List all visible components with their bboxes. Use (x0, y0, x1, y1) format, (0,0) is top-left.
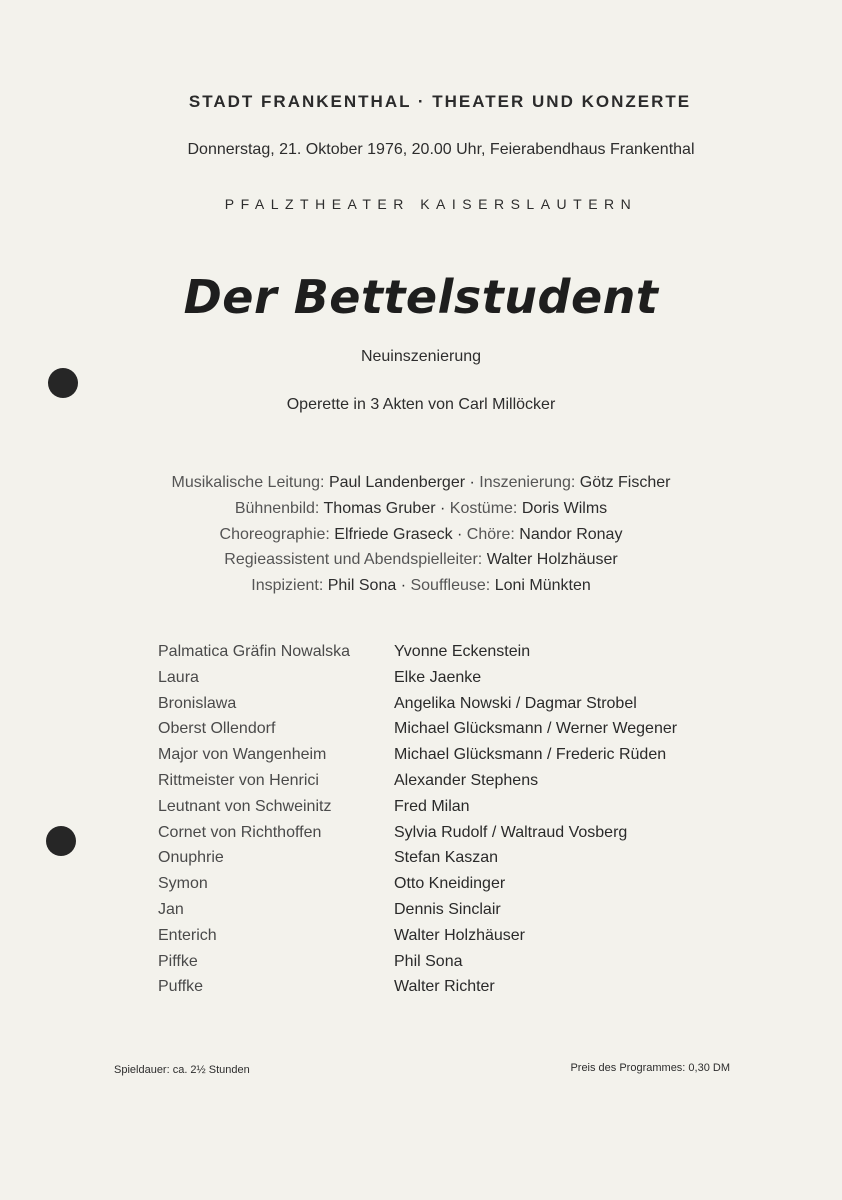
cast-role: Jan (158, 900, 184, 918)
cast-row (158, 695, 677, 721)
separator: · (396, 577, 411, 595)
cast-actor: Otto Kneidinger (394, 875, 506, 893)
cast-role: Major von Wangenheim (158, 746, 327, 764)
page-title: Der Bettelstudent (183, 270, 659, 324)
price-note: Preis des Programmes: 0,30 DM (570, 1062, 730, 1074)
operetta-line: Operette in 3 Akten von Carl Millöcker (286, 396, 556, 413)
cast-role: Onuphrie (158, 849, 224, 867)
credit-line (0, 470, 842, 496)
cast-role: Enterich (158, 926, 217, 944)
credit-label: Bühnenbild: (234, 499, 320, 517)
cast-row (158, 978, 677, 1004)
credit-line (0, 547, 842, 573)
cast-role: Oberst Ollendorf (158, 720, 276, 738)
separator: · (465, 474, 480, 491)
cast-role: Symon (158, 875, 208, 893)
cast-actor: Walter Richter (394, 978, 495, 996)
cast-actor: Sylvia Rudolf / Waltraud Vosberg (394, 823, 628, 841)
cast-row (158, 798, 677, 824)
separator: · (435, 499, 450, 517)
credit-label: Inspizient: (251, 577, 324, 595)
cast-role: Cornet von Richthoffen (158, 823, 322, 841)
credit-label: Chöre: (466, 525, 515, 543)
cast-row (158, 643, 677, 669)
date-line: Donnerstag, 21. Oktober 1976, 20.00 Uhr, Feierabendhaus Frankenthal (187, 141, 695, 158)
credit-label: Regieassistent und Abendspielleiter: (224, 551, 483, 569)
credit-label: Choreographie: (219, 525, 330, 543)
separator: · (452, 525, 467, 543)
cast-list (158, 643, 677, 1004)
cast-actor: Alexander Stephens (394, 771, 539, 789)
cast-actor: Dennis Sinclair (394, 900, 501, 918)
credit-label: Musikalische Leitung: (171, 474, 325, 491)
cast-actor: Stefan Kaszan (394, 849, 499, 867)
cast-row (158, 669, 677, 695)
credit-name: Götz Fischer (579, 474, 671, 491)
punch-hole (48, 368, 78, 398)
production-credits (0, 470, 842, 599)
cast-role: Bronislawa (158, 694, 237, 712)
credit-line (0, 496, 842, 522)
credit-name: Paul Landenberger (328, 474, 466, 491)
cast-row (158, 953, 677, 979)
credit-label: Inszenierung: (479, 474, 576, 491)
duration-note: Spieldauer: ca. 2½ Stunden (114, 1064, 250, 1076)
credit-name: Nandor Ronay (519, 525, 623, 543)
punch-hole (46, 826, 76, 856)
credit-name: Elfriede Graseck (334, 525, 453, 543)
cast-role: Leutnant von Schweinitz (158, 797, 332, 815)
credit-line (0, 522, 842, 548)
credit-label: Souffleuse: (410, 577, 491, 595)
credit-line (0, 573, 842, 599)
credit-label: Kostüme: (449, 499, 518, 517)
credit-name: Phil Sona (327, 577, 397, 595)
cast-row (158, 746, 677, 772)
credit-name: Doris Wilms (521, 499, 608, 517)
cast-role: Piffke (158, 952, 198, 970)
cast-row (158, 772, 677, 798)
cast-actor: Phil Sona (394, 952, 463, 970)
cast-actor: Elke Jaenke (394, 668, 482, 686)
cast-role: Rittmeister von Henrici (158, 771, 319, 789)
cast-actor: Angelika Nowski / Dagmar Strobel (394, 694, 637, 712)
subtitle: Neuinszenierung (360, 348, 482, 365)
cast-role: Palmatica Gräfin Nowalska (158, 643, 351, 660)
cast-row (158, 720, 677, 746)
credit-name: Loni Münkten (494, 577, 591, 595)
cast-row (158, 824, 677, 850)
venue-header: STADT FRANKENTHAL · THEATER UND KONZERTE (188, 92, 692, 111)
cast-role: Laura (158, 668, 199, 686)
cast-row (158, 927, 677, 953)
credit-name: Walter Holzhäuser (486, 551, 618, 569)
cast-role: Puffke (158, 978, 204, 996)
cast-actor: Michael Glücksmann / Frederic Rüden (394, 746, 667, 764)
cast-row (158, 901, 677, 927)
cast-actor: Walter Holzhäuser (394, 926, 526, 944)
cast-actor: Fred Milan (394, 797, 470, 815)
cast-actor: Michael Glücksmann / Werner Wegener (394, 720, 678, 738)
cast-row (158, 849, 677, 875)
cast-row (158, 875, 677, 901)
cast-actor: Yvonne Eckenstein (394, 643, 531, 660)
theater-company: PFALZTHEATER KAISERSLAUTERN (224, 196, 638, 212)
credit-name: Thomas Gruber (323, 499, 436, 517)
